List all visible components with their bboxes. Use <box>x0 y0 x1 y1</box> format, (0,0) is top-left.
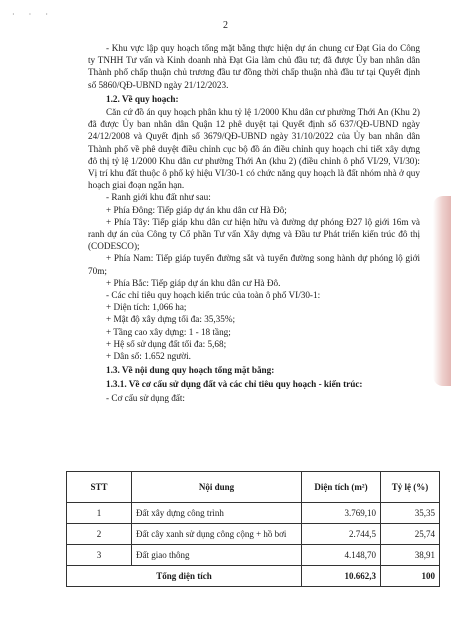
heading-1-3-1: 1.3.1. Về cơ cấu sử dụng đất và các chỉ tiêu quy hoạch - kiến trúc: <box>106 379 363 390</box>
indicators-intro: - Các chỉ tiêu quy hoạch kiến trúc của toàn ô phố VI/30-1: <box>106 290 321 301</box>
cell-ratio: 38,91 <box>381 545 440 566</box>
paragraph-planning-area: - Khu vực lập quy hoạch tổng mặt bằng thực hiện dự án chung cư Đạt Gia do Công ty TNHH Tư vấn và Kinh doanh nhà Đạt Gia làm chủ đầu tư; đã được Ủy ban nhân dân Thành phố chấp thuận chủ trương đầu tư đồng thời chấp thuận nhà đầu tư tại Quyết định số 5860/QĐ-UBND ngày 21/12/2023. <box>88 43 420 90</box>
document-body <box>88 42 420 404</box>
cell-content: Đất cây xanh sử dụng công cộng + hồ bơi <box>132 524 302 545</box>
boundary-south: + Phía Nam: Tiếp giáp tuyến đường sắt và tuyến đường song hành dự phóng lộ giới 70m; <box>88 253 420 276</box>
indicator-floors: + Tầng cao xây dựng: 1 - 18 tầng; <box>106 326 231 337</box>
cell-content: Đất xây dựng công trình <box>132 503 302 524</box>
total-ratio: 100 <box>381 566 440 587</box>
heading-1-3: 1.3. Về nội dung quy hoạch tổng mặt bằng: <box>106 365 275 376</box>
table-row <box>67 503 440 524</box>
header-area: Diện tích (m²) <box>302 472 381 503</box>
table-row <box>67 524 440 545</box>
cell-stt: 3 <box>67 545 132 566</box>
header-content: Nội dung <box>132 472 302 503</box>
header-stt: STT <box>67 472 132 503</box>
boundary-east: + Phía Đông: Tiếp giáp dự án khu dân cư Hà Đô; <box>106 204 287 215</box>
indicator-population: + Dân số: 1.652 người. <box>106 351 191 362</box>
cell-area: 4.148,70 <box>302 545 381 566</box>
boundary-north: + Phía Bắc: Tiếp giáp dự án khu dân cư Hà Đô. <box>106 277 281 288</box>
page-number: 2 <box>223 20 228 31</box>
cell-content: Đất giao thông <box>132 545 302 566</box>
cell-ratio: 25,74 <box>381 524 440 545</box>
cell-area: 3.769,10 <box>302 503 381 524</box>
header-ratio: Tỷ lệ (%) <box>381 472 440 503</box>
cell-stt: 1 <box>67 503 132 524</box>
red-seal-edge <box>433 196 451 386</box>
table-total-row <box>67 566 440 587</box>
land-use-intro: - Cơ cấu sử dụng đất: <box>106 392 185 403</box>
table-row <box>67 545 440 566</box>
boundary-west: + Phía Tây: Tiếp giáp khu dân cư hiện hữu và đường dự phóng Đ27 lộ giới 16m và ranh dự án của Công ty Cổ phần Tư vấn Xây dựng và Đầu tư Phát triển kiến trúc đô thị (CODESCO); <box>88 216 420 252</box>
cell-area: 2.744,5 <box>302 524 381 545</box>
corner-marks: · · · <box>12 10 54 19</box>
table-header-row <box>67 472 440 503</box>
indicator-area: + Diện tích: 1,066 ha; <box>106 302 187 313</box>
boundary-intro: - Ranh giới khu đất như sau: <box>106 192 211 203</box>
land-use-table <box>66 471 440 587</box>
indicator-far: + Hệ số sử dụng đất tối đa: 5,68; <box>106 338 227 349</box>
paragraph-basis: Căn cứ đồ án quy hoạch phân khu tỷ lệ 1/2000 Khu dân cư phường Thới An (Khu 2) đã được Ủy ban nhân dân Quận 12 phê duyệt tại Quyết định số 637/QĐ-UBND ngày 24/12/2008 và Quyết định số 3679/QĐ-UBND ngày 31/10/2022 của Ủy ban nhân dân Thành phố về phê duyệt điều chỉnh cục bộ đồ án điều chỉnh quy hoạch chi tiết xây dựng đô thị tỷ lệ 1/2000 Khu dân cư phường Thới An (khu 2) (điều chỉnh ô phố VI/29, VI/30): Vị trí khu đất thuộc ô phố ký hiệu VI/30-1 có chức năng quy hoạch là đất nhóm nhà ở quy hoạch giai đoạn ngắn hạn. <box>88 107 420 191</box>
indicator-density: + Mật độ xây dựng tối đa: 35,35%; <box>106 314 236 325</box>
cell-ratio: 35,35 <box>381 503 440 524</box>
heading-1-2: 1.2. Về quy hoạch: <box>106 93 179 104</box>
cell-stt: 2 <box>67 524 132 545</box>
total-label: Tổng diện tích <box>67 566 302 587</box>
total-area: 10.662,3 <box>302 566 381 587</box>
